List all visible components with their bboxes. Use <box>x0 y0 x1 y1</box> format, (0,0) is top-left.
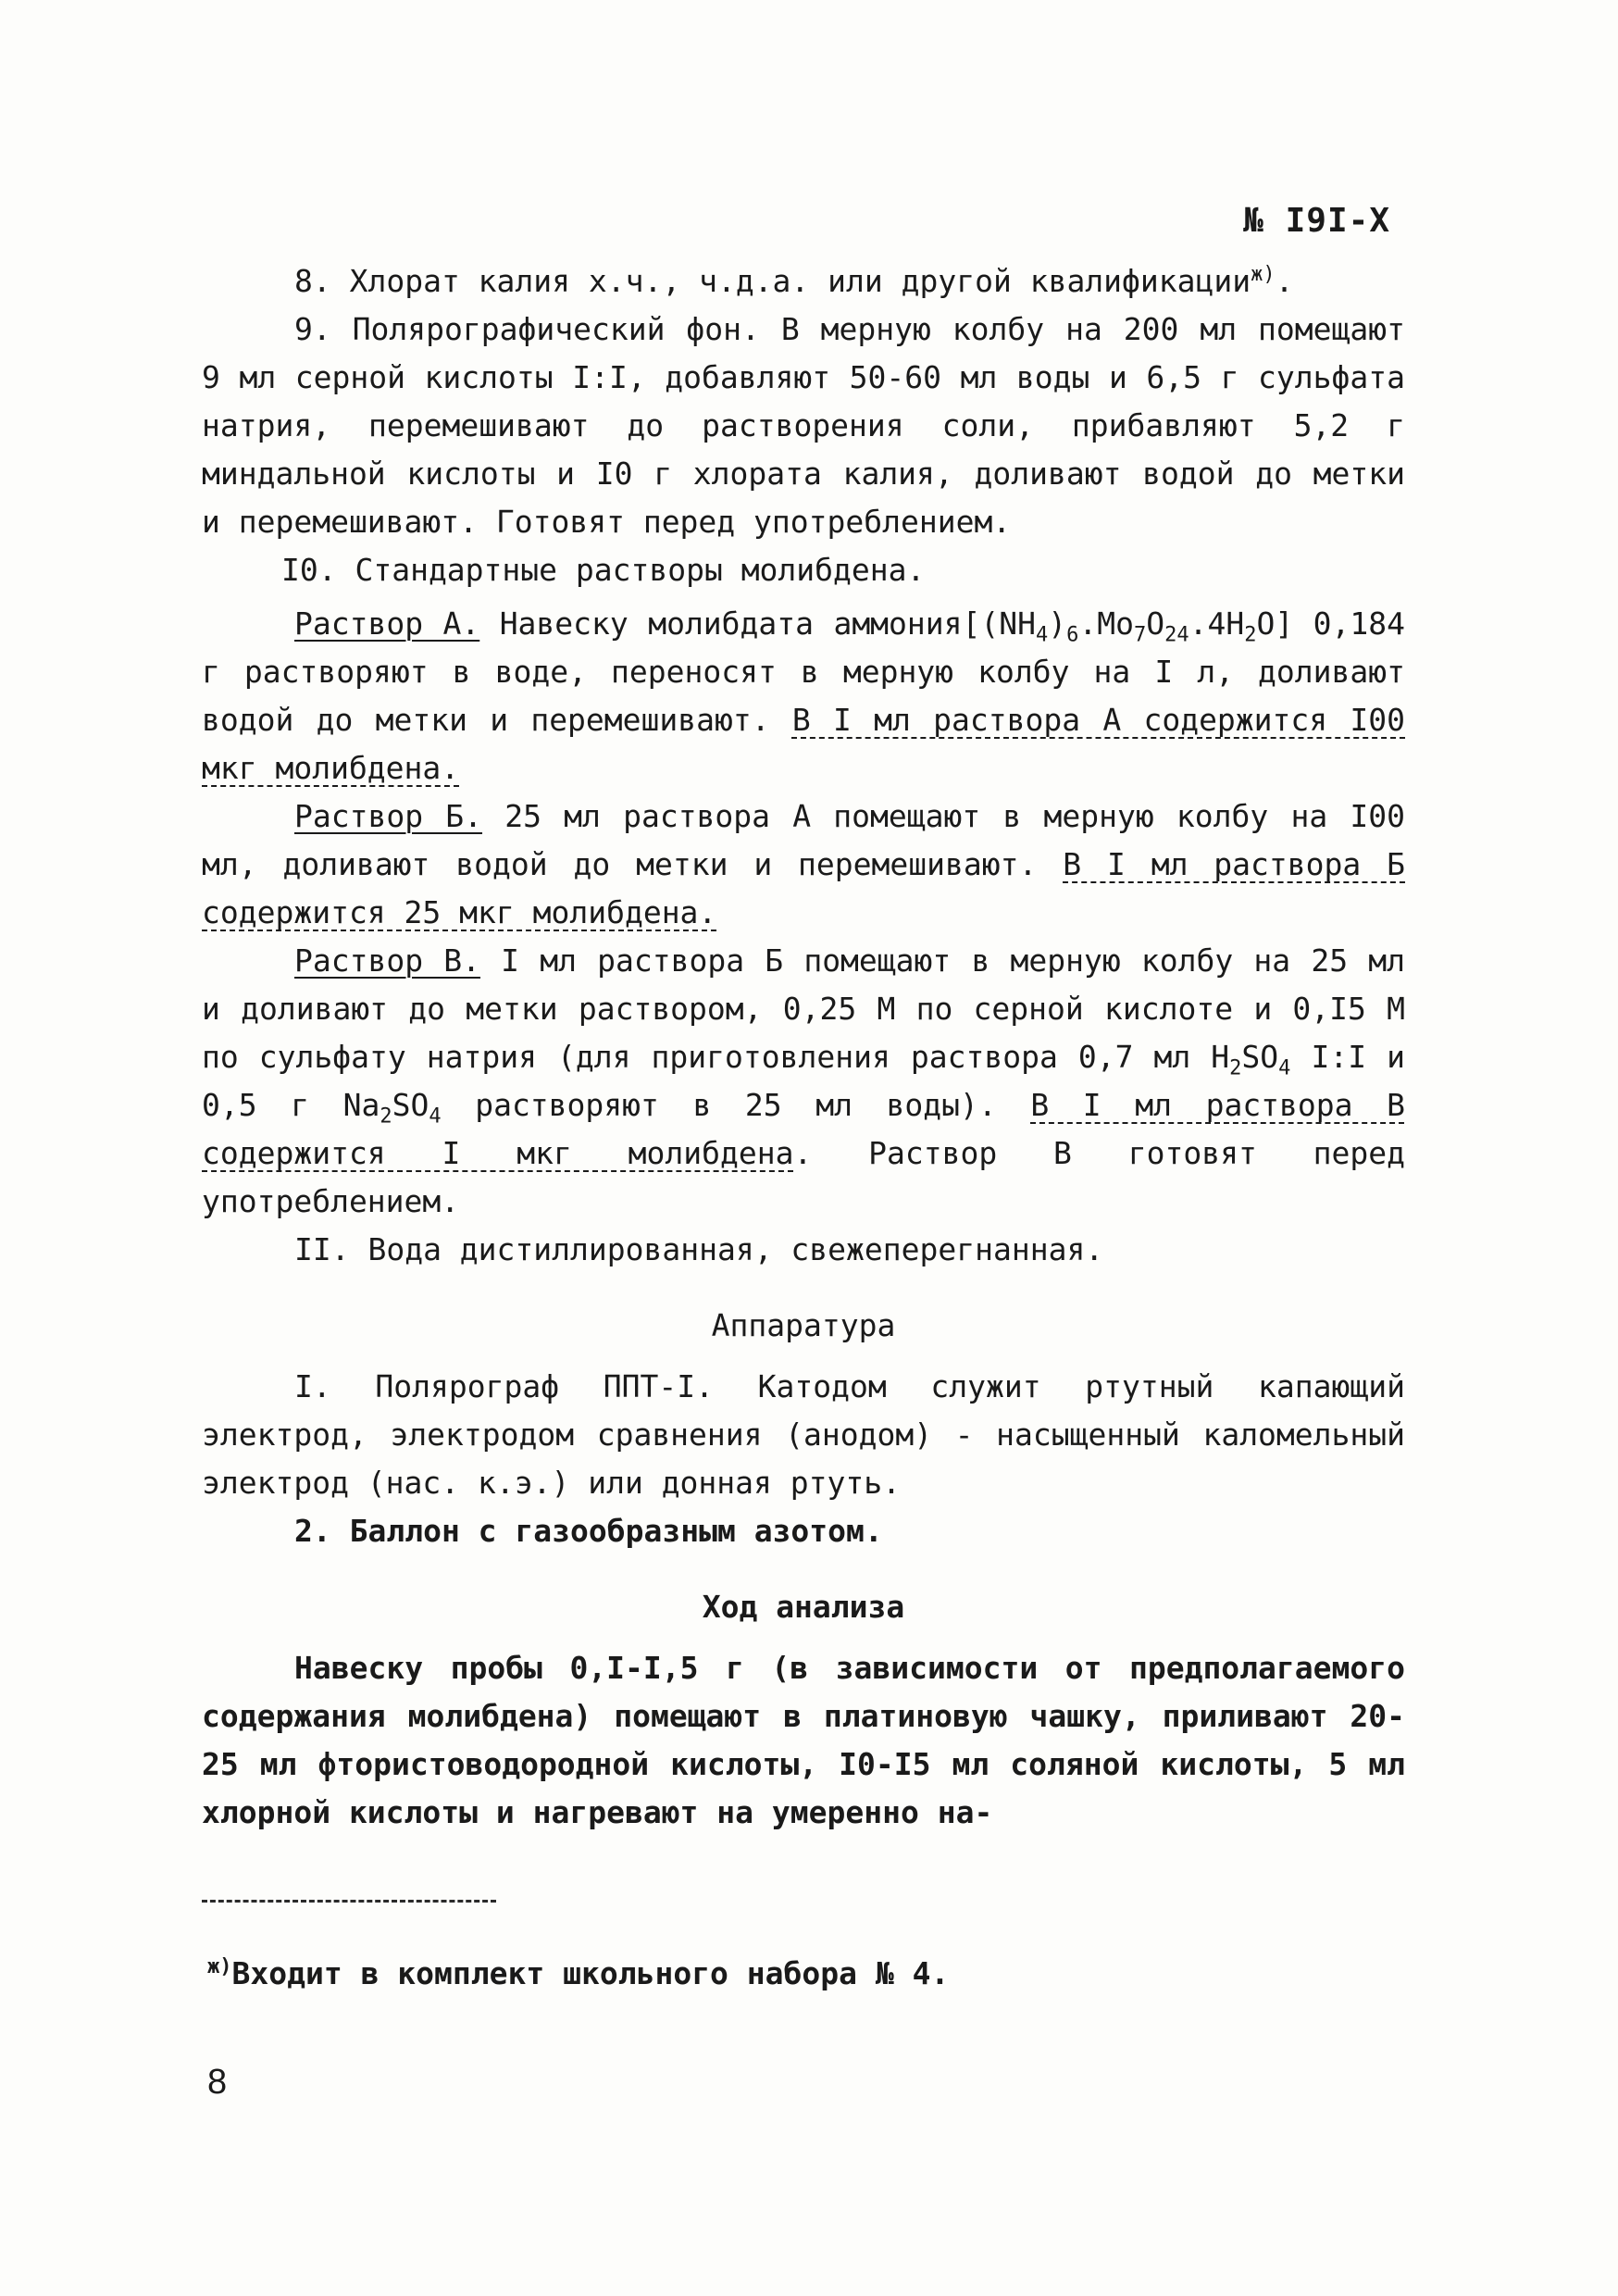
solution-a-text: O <box>1146 605 1165 642</box>
footnote-text: Входит в комплект школьного набора № 4. <box>231 1955 950 1991</box>
reagent-item-11: II. Вода дистиллированная, свежеперегнанная. <box>294 1231 1104 1267</box>
solution-a-sub: 4 <box>1036 623 1049 647</box>
footnote-separator <box>202 1900 496 1903</box>
solution-a-sub: 6 <box>1066 623 1079 647</box>
reagent-item-8 <box>202 257 1405 306</box>
solution-v-concentration: В I мл раствора В содержится I мкг молибдена <box>202 1087 1405 1171</box>
solution-v-sub: 4 <box>429 1104 442 1129</box>
solution-b-text: 25 мл раствора А помещают в мерную колбу на I00 мл, доливают водой до метки и перемешивают. <box>202 798 1405 882</box>
analysis-heading: Ход анализа <box>702 1589 905 1625</box>
solution-v-text: . Раствор В готовят перед употреблением. <box>202 1135 1405 1219</box>
reagent-item-8-text: 8. Хлорат калия х.ч., ч.д.а. или другой квалификации <box>294 263 1251 299</box>
solution-v-text: SO <box>1241 1039 1279 1075</box>
solution-a-sub: 24 <box>1164 623 1189 647</box>
solution-a-text: .4H <box>1189 605 1245 642</box>
apparatus-item-2: 2. Баллон с газообразным азотом. <box>294 1513 883 1549</box>
reagent-item-10: I0. Стандартные растворы молибдена. <box>281 552 926 588</box>
solution-v-sub: 4 <box>1278 1056 1291 1080</box>
footnote <box>207 1955 949 1991</box>
footnote-mark: ж) <box>207 1955 232 1978</box>
solution-b-label: Раствор Б. <box>294 798 483 834</box>
reagent-item-8-end: . <box>1275 263 1294 299</box>
solution-v-text: I:I и 0,5 г Na <box>202 1039 1405 1123</box>
solution-a-text: Навеску молибдата аммония[(NH <box>479 605 1036 642</box>
solution-v-text: SO <box>392 1087 429 1123</box>
solution-v <box>202 937 1405 1226</box>
page-number: 8 <box>207 2063 228 2102</box>
analysis-paragraph: Навеску пробы 0,I-I,5 г (в зависимости от предполагаемого содержания молибдена) помещают в платиновую чашку, приливают 20-25 мл фтористоводородной кислоты, I0-I5 мл соляной кислоты, 5 мл хлорной кислоты и нагревают на умеренно на- <box>202 1650 1405 1830</box>
solution-a-sub: 2 <box>1244 623 1257 647</box>
solution-a-concentration: В I мл раствора А содержится I00 мкг молибдена. <box>202 702 1406 786</box>
apparatus-heading: Аппаратура <box>711 1307 896 1343</box>
apparatus-item-1: I. Полярограф ППТ-I. Катодом служит ртутный капающий электрод, электродом сравнения (анодом) - насыщенный каломельный электрод (нас. к.э.) или донная ртуть. <box>202 1368 1405 1501</box>
footnote-marker: ж) <box>1251 263 1276 286</box>
solution-b <box>202 792 1405 937</box>
solution-a-sub: 7 <box>1133 623 1147 647</box>
document-number: № I9I-X <box>1243 202 1390 240</box>
solution-a-text: .Mo <box>1078 605 1134 642</box>
solution-a-label: Раствор А. <box>294 605 480 642</box>
solution-a-text: O] 0,184 г растворяют в воде, переносят в мерную колбу на I л, доливают водой до метки и перемешивают. <box>202 605 1405 738</box>
solution-a-text: ) <box>1048 605 1067 642</box>
solution-v-text: растворяют в 25 мл воды). <box>441 1087 1031 1123</box>
solution-v-sub: 2 <box>380 1104 392 1129</box>
solution-v-sub: 2 <box>1229 1056 1242 1080</box>
solution-v-text: I мл раствора Б помещают в мерную колбу на 25 мл и доливают до метки раствором, 0,25 М по серной кислоте и 0,I5 М по сульфату натрия (для приготовления раствора 0,7 мл H <box>202 942 1405 1075</box>
reagent-item-9: 9. Полярографический фон. В мерную колбу на 200 мл помещают 9 мл серной кислоты I:I, добавляют 50-60 мл воды и 6,5 г сульфата натрия, перемешивают до растворения соли, прибавляют 5,2 г миндальной кислоты и I0 г хлората калия, доливают водой до метки и перемешивают. Готовят перед употреблением. <box>202 311 1405 540</box>
main-text <box>202 257 1405 1837</box>
solution-a <box>202 600 1405 792</box>
solution-v-label: Раствор В. <box>294 942 480 979</box>
solution-b-concentration: В I мл раствора Б содержится 25 мкг молибдена. <box>202 846 1405 930</box>
